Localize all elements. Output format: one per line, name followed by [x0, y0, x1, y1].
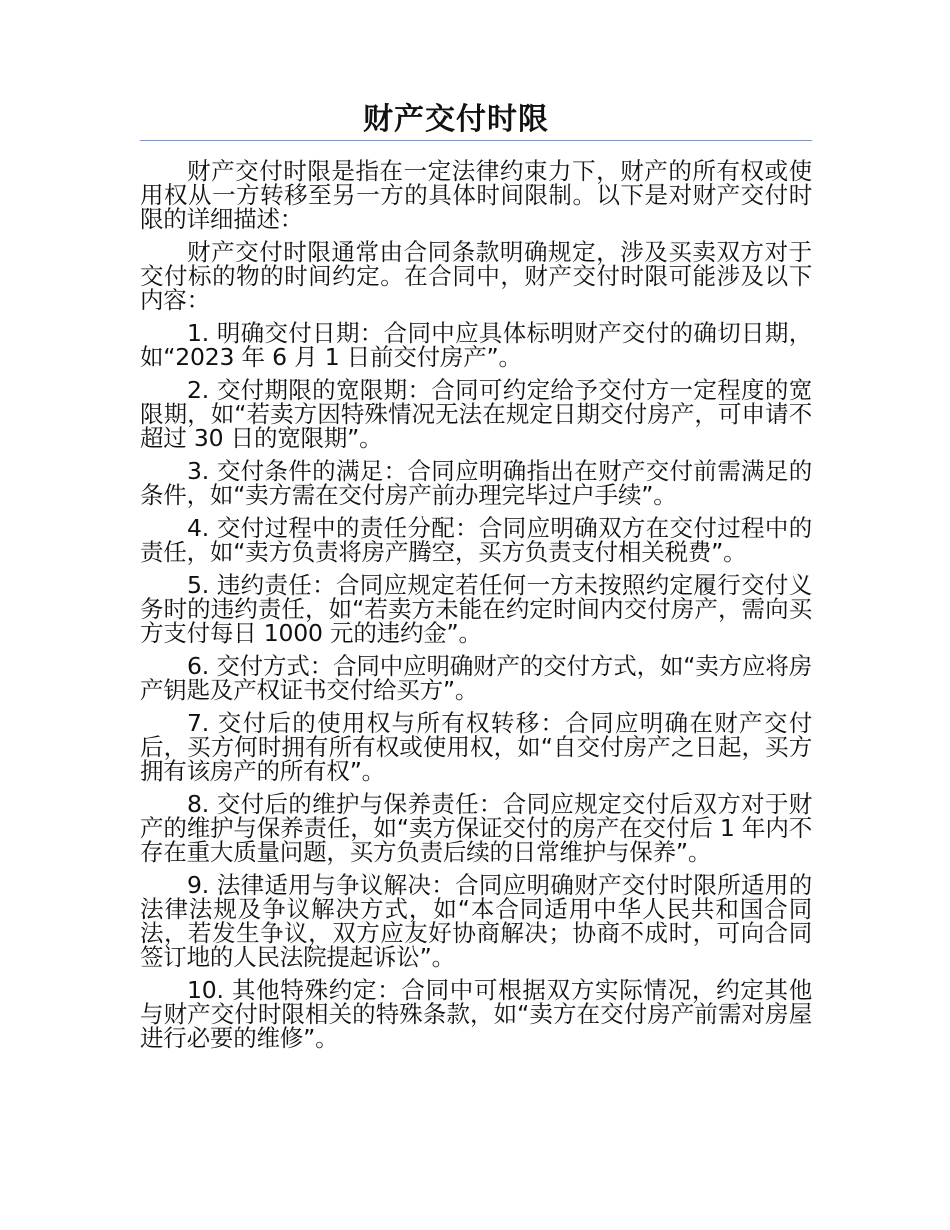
paragraph-overview: 财产交付时限通常由合同条款明确规定，涉及买卖双方对于交付标的物的时间约定。在合同中，财产交付时限可能涉及以下内容：: [140, 238, 812, 314]
list-item-delivery-conditions: 3. 交付条件的满足：合同应明确指出在财产交付前需满足的条件，如“卖方需在交付房产前办理完毕过户手续”。: [140, 457, 812, 509]
list-item-grace-period: 2. 交付期限的宽限期：合同可约定给予交付方一定程度的宽限期，如“若卖方因特殊情况无法在规定日期交付房产，可申请不超过 30 日的宽限期”。: [140, 376, 812, 452]
paragraph-intro: 财产交付时限是指在一定法律约束力下，财产的所有权或使用权从一方转移至另一方的具体时间限制。以下是对财产交付时限的详细描述：: [140, 157, 812, 233]
list-item-responsibility: 4. 交付过程中的责任分配：合同应明确双方在交付过程中的责任，如“卖方负责将房产腾空，买方负责支付相关税费”。: [140, 514, 812, 566]
title-block: [140, 100, 812, 141]
list-item-special-terms: 10. 其他特殊约定：合同中可根据双方实际情况，约定其他与财产交付时限相关的特殊条款，如“卖方在交付房产前需对房屋进行必要的维修”。: [140, 976, 812, 1052]
document-page: [140, 100, 812, 1059]
document-title: 财产交付时限: [363, 102, 549, 137]
list-item-maintenance: 8. 交付后的维护与保养责任：合同应规定交付后双方对于财产的维护与保养责任，如“卖方保证交付的房产在交付后 1 年内不存在重大质量问题，买方负责后续的日常维护与保养”。: [140, 790, 812, 866]
list-item-dispute-resolution: 9. 法律适用与争议解决：合同应明确财产交付时限所适用的法律法规及争议解决方式，如“本合同适用中华人民共和国合同法，若发生争议，双方应友好协商解决；协商不成时，可向合同签订地的人民法院提起诉讼”。: [140, 871, 812, 971]
list-item-delivery-date: 1. 明确交付日期：合同中应具体标明财产交付的确切日期，如“2023 年 6 月 1 日前交付房产”。: [140, 319, 812, 371]
list-item-ownership-transfer: 7. 交付后的使用权与所有权转移：合同应明确在财产交付后，买方何时拥有所有权或使用权，如“自交付房产之日起，买方拥有该房产的所有权”。: [140, 709, 812, 785]
document-body: [140, 159, 812, 1050]
list-item-delivery-method: 6. 交付方式：合同中应明确财产的交付方式，如“卖方应将房产钥匙及产权证书交付给买方”。: [140, 652, 812, 704]
list-item-breach-liability: 5. 违约责任：合同应规定若任何一方未按照约定履行交付义务时的违约责任，如“若卖方未能在约定时间内交付房产，需向买方支付每日 1000 元的违约金”。: [140, 571, 812, 647]
